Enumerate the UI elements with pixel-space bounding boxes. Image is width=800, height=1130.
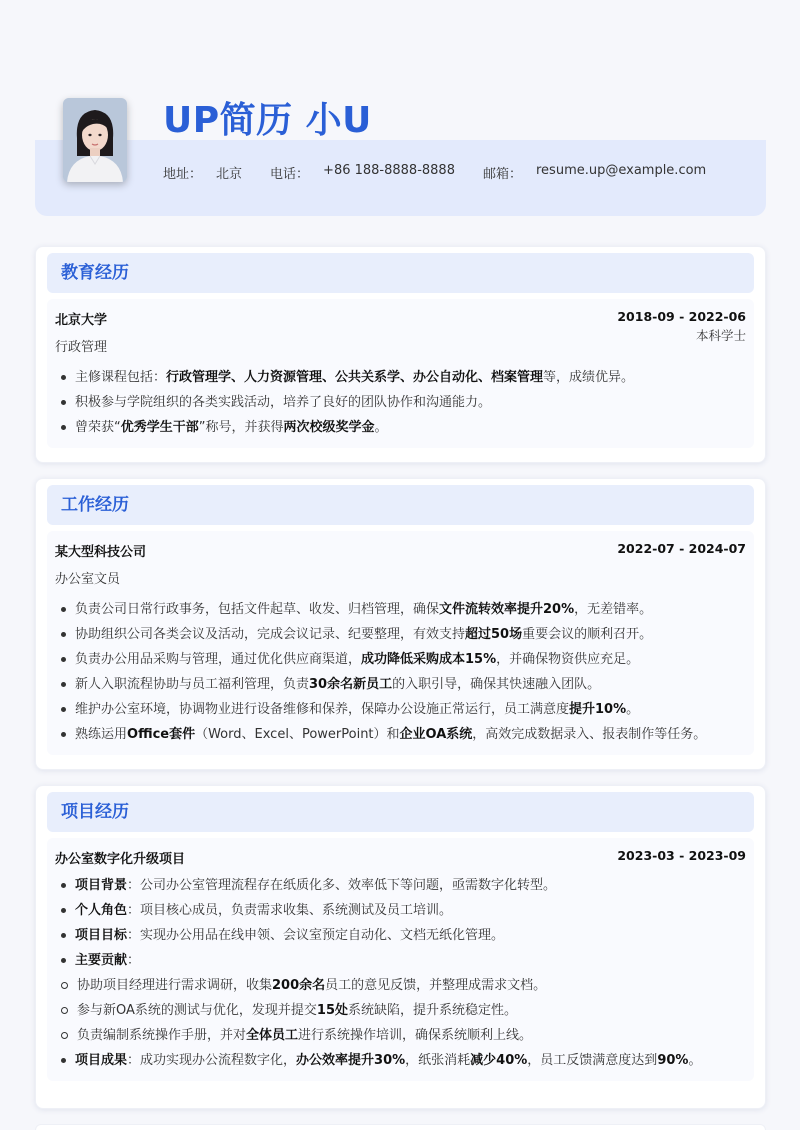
list-item [55,998,746,1023]
list-item [55,722,746,747]
text-span: 主修课程包括： [75,370,167,385]
work-section [35,478,766,770]
list-item [55,948,746,973]
bold-text: 超过50场 [465,627,523,642]
contact-phone-value: +86 188-8888-8888 [323,163,455,178]
contact-email-label: 邮箱： [482,167,522,182]
list-item [55,415,746,440]
text-span: 。 [688,1053,702,1068]
list-item [55,672,746,697]
degree: 本科学士 [695,328,746,343]
text-span: ，无差错率。 [574,602,653,617]
contact-phone [270,163,455,182]
contact-address [163,163,242,182]
bold-text: 成功降低采购成本15% [361,652,497,667]
bold-text: 主要贡献 [75,953,128,968]
contact-address-value: 北京 [216,167,243,182]
bold-text: 项目成果 [75,1053,128,1068]
text-span: 。 [626,702,640,717]
list-item [55,1023,746,1048]
bold-text: 办公效率提升30% [296,1053,406,1068]
work-date: 2022-07 - 2024-07 [617,541,746,556]
bold-text: 提升10% [569,702,627,717]
education-section [35,246,766,463]
text-span: ，并确保物资供应充足。 [496,652,640,667]
work-body [47,531,754,755]
bold-text: 减少40% [470,1053,528,1068]
contributions-container [55,973,746,1048]
text-span: 进行系统操作培训，确保系统顺利上线。 [298,1028,533,1043]
text-span: ，纸张消耗 [405,1053,471,1068]
portrait-icon [63,98,127,182]
list-item [55,390,746,415]
text-span: ：公司办公室管理流程存在纸质化多、效率低下等问题，亟需数字化转型。 [127,878,557,893]
contact-address-label: 地址： [163,167,203,182]
project-date: 2023-03 - 2023-09 [617,848,746,863]
bold-text: 15处 [316,1003,348,1018]
bold-text: 优秀学生干部 [120,420,199,435]
bold-text: 企业OA系统 [399,727,473,742]
project-name: 办公室数字化升级项目 [55,852,186,867]
text-span: ：项目核心成员，负责需求收集、系统测试及员工培训。 [127,903,453,918]
contact-email-value: resume.up@example.com [536,163,707,178]
bold-text: 项目目标 [75,928,128,943]
education-body [47,299,754,448]
major: 行政管理 [55,340,108,355]
text-span: ，员工反馈满意度达到 [527,1053,658,1068]
next-section-edge [35,1124,766,1130]
text-span: 负责办公用品采购与管理，通过优化供应商渠道， [75,652,362,667]
avatar [63,98,127,182]
text-span: 熟练运用 [75,727,128,742]
list-item [55,898,746,923]
text-span: 新人入职流程协助与员工福利管理，负责 [75,677,310,692]
text-span: 员工的意见反馈，并整理成需求文档。 [325,978,547,993]
project-result [55,1048,746,1073]
list-item [55,597,746,622]
text-span: 重要会议的顺利召开。 [522,627,653,642]
work-bullets [55,597,746,747]
text-span: 曾荣获“ [75,420,121,435]
text-span: ：实现办公用品在线申领、会议室预定自动化、文档无纸化管理。 [127,928,505,943]
text-span: ： [127,953,141,968]
text-span: 。 [374,420,388,435]
contact-phone-label: 电话： [270,167,310,182]
position: 办公室文员 [55,572,121,587]
candidate-name: UP简历 小U [163,100,372,141]
text-span: 负责编制系统操作手册，并对 [77,1028,247,1043]
project-body [47,838,754,1081]
text-span: 维护办公室环境，协调物业进行设备维修和保养，保障办公设施正常运行，员工满意度 [75,702,570,717]
bold-text: 两次校级奖学金 [283,420,375,435]
section-title-education: 教育经历 [47,253,754,293]
text-span: 等，成绩优异。 [543,370,635,385]
contribution-bullets [55,973,746,1048]
list-item [55,622,746,647]
bold-text: 个人角色 [75,903,128,918]
text-span: ，高效完成数据录入、报表制作等任务。 [472,727,707,742]
list-item [55,923,746,948]
bold-text: 200余名 [272,978,326,993]
contact-email [483,163,706,182]
text-span: 负责公司日常行政事务，包括文件起草、收发、归档管理，确保 [75,602,440,617]
list-item [55,647,746,672]
project-bullets [55,873,746,1073]
bold-text: 30余名新员工 [309,677,393,692]
project-section [35,785,766,1109]
text-span: 协助组织公司各类会议及活动，完成会议记录、纪要整理，有效支持 [75,627,466,642]
text-span: （Word、Excel、PowerPoint）和 [195,727,400,742]
education-bullets [55,365,746,440]
text-span: ：成功实现办公流程数字化， [127,1053,297,1068]
section-title-project: 项目经历 [47,792,754,832]
list-item [55,697,746,722]
text-span: 协助项目经理进行需求调研，收集 [77,978,273,993]
resume-header [35,70,766,216]
text-span: 的入职引导，确保其快速融入团队。 [392,677,601,692]
education-date: 2018-09 - 2022-06 [617,309,746,324]
bold-text: 行政管理学、人力资源管理、公共关系学、办公自动化、档案管理 [166,370,544,385]
bold-text: 90% [657,1053,689,1068]
bold-text: 文件流转效率提升20% [439,602,575,617]
list-item [55,973,746,998]
contact-info [163,163,734,182]
list-item [55,873,746,898]
bold-text: Office套件 [127,727,196,742]
text-span: ”称号，并获得 [198,420,284,435]
bold-text: 全体员工 [246,1028,299,1043]
bold-text: 项目背景 [75,878,128,893]
company-name: 某大型科技公司 [55,545,147,560]
list-item [55,365,746,390]
text-span: 参与新OA系统的测试与优化，发现并提交 [77,1003,317,1018]
text-span: 积极参与学院组织的各类实践活动，培养了良好的团队协作和沟通能力。 [75,395,492,410]
section-title-work: 工作经历 [47,485,754,525]
school-name: 北京大学 [55,313,108,328]
text-span: 系统缺陷，提升系统稳定性。 [348,1003,518,1018]
